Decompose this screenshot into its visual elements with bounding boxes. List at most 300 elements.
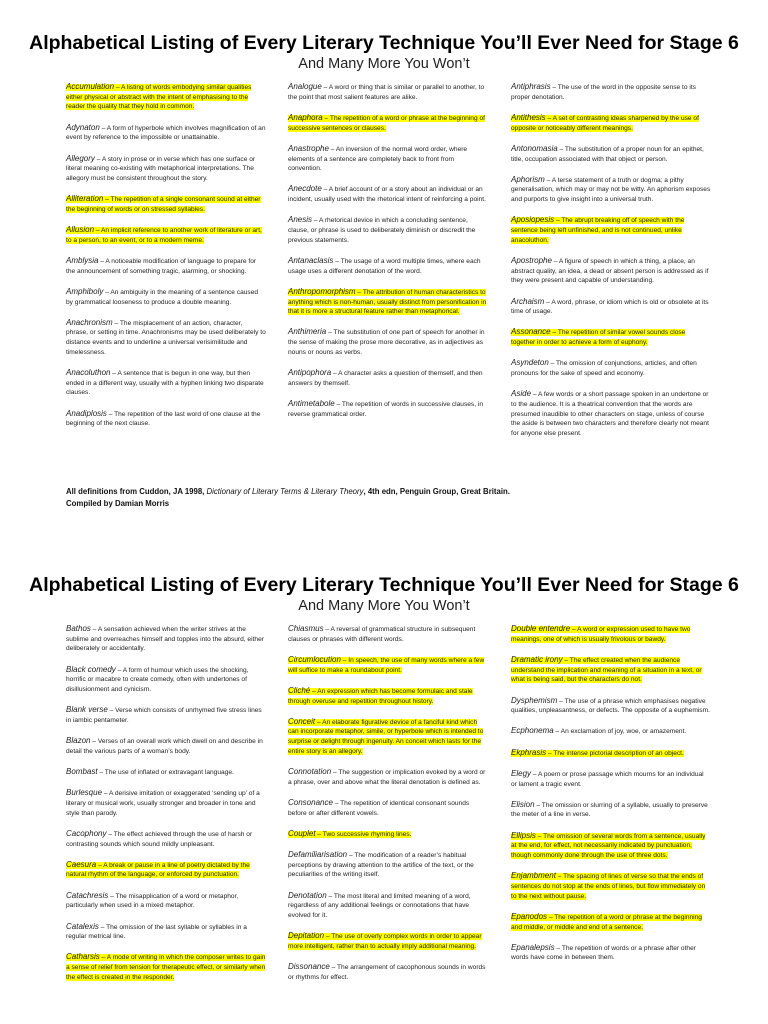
highlighted-text xyxy=(511,626,690,643)
term-entry xyxy=(288,624,488,644)
highlighted-text xyxy=(66,954,265,980)
term-entry xyxy=(511,256,711,286)
term-separator: – xyxy=(97,769,105,777)
term-name: Apostrophe xyxy=(511,255,552,265)
term-entry xyxy=(66,256,266,276)
highlighted-text xyxy=(511,911,702,931)
highlighted-text xyxy=(288,716,484,755)
term-name: Defamiliarisation xyxy=(288,850,348,860)
term-definition: A mode of writing in which the composer writes to gain a sense of relief from tension for therapeutic effect, or similarly when the effect is created in the responder. xyxy=(66,954,266,981)
entry-text xyxy=(511,695,710,715)
term-separator: – xyxy=(550,329,558,337)
page-1 xyxy=(0,32,768,73)
entry-text xyxy=(288,217,475,243)
entry-text xyxy=(66,664,249,694)
term-definition: A word or expression used to have two meanings, one of which is usually frivolous or bawdy. xyxy=(511,626,691,643)
term-separator: – xyxy=(99,124,107,132)
entry-text xyxy=(66,790,260,816)
entry-text xyxy=(511,255,709,285)
term-separator: – xyxy=(562,656,570,664)
term-entry xyxy=(511,624,711,644)
term-definition: The repetition of a single consonant sound at either the beginning of words or on stressed syllables. xyxy=(66,196,261,213)
term-definition: A form of humour which uses the shocking, horrific or macabre to create comedy, often with undertones of disillusionment and cynicism. xyxy=(66,666,249,694)
citation-prefix: All definitions from Cuddon, JA 1998, xyxy=(66,487,207,496)
term-name: Conceit xyxy=(288,716,316,726)
term-entry xyxy=(66,225,266,245)
highlighted-text xyxy=(288,685,473,705)
term-separator: – xyxy=(333,257,341,265)
entry-text xyxy=(66,707,262,724)
term-separator: – xyxy=(550,84,558,91)
term-definition: Two successive rhyming lines. xyxy=(322,830,412,838)
term-separator: – xyxy=(545,114,553,122)
term-name: Cliché xyxy=(288,685,311,695)
term-name: Black comedy xyxy=(66,664,116,674)
term-entry xyxy=(511,726,711,737)
term-separator: – xyxy=(355,288,363,296)
highlighted-text xyxy=(511,329,685,346)
term-separator: – xyxy=(347,852,355,860)
term-entry xyxy=(511,800,711,820)
term-separator: – xyxy=(321,84,329,91)
term-entry xyxy=(511,748,711,759)
term-entry xyxy=(66,922,266,942)
terms-column xyxy=(66,624,266,993)
term-separator: – xyxy=(312,217,319,225)
entry-text xyxy=(511,942,696,962)
term-name: Adynaton xyxy=(66,122,100,132)
term-entry xyxy=(288,850,488,880)
term-entry xyxy=(288,717,488,757)
term-entry xyxy=(288,931,488,951)
term-name: Antimetabole xyxy=(288,398,335,408)
entry-text xyxy=(288,143,468,173)
entry-text xyxy=(511,391,709,437)
term-entry xyxy=(511,871,711,901)
term-entry xyxy=(288,655,488,675)
entry-text xyxy=(288,852,474,878)
term-entry xyxy=(288,113,488,133)
highlighted-text xyxy=(288,654,485,674)
term-entry xyxy=(288,767,488,787)
term-entry xyxy=(288,829,488,840)
term-separator: – xyxy=(103,288,111,296)
term-definition: A terse statement of a truth or dogma; a pithy generalisation, which may or may not be witty. An aphorism exposes and purports to give insight into a universal truth. xyxy=(511,176,711,204)
term-definition: The repetition of a word or phrase at the beginning of successive sentences or clauses. xyxy=(288,114,485,132)
term-name: Amblysia xyxy=(66,255,99,265)
term-separator: – xyxy=(110,370,118,378)
term-entry xyxy=(511,912,711,932)
term-name: Caesura xyxy=(66,859,97,869)
term-name: Alliteration xyxy=(66,194,104,204)
term-entry xyxy=(66,318,266,358)
page-subtitle: And Many More You Won’t xyxy=(298,56,470,72)
term-entry xyxy=(288,144,488,174)
term-separator: – xyxy=(555,873,564,881)
term-entry xyxy=(288,82,488,102)
term-definition: A figure of speech in which a thing, a place, an abstract quality, an idea, a dead or absent person is addressed as if they were present and capable of understanding. xyxy=(511,257,709,285)
term-separator: – xyxy=(310,687,318,695)
term-name: Analogue xyxy=(288,82,322,91)
term-separator: – xyxy=(321,186,329,194)
term-separator: – xyxy=(334,400,342,408)
term-name: Cacophony xyxy=(66,828,107,838)
term-entry xyxy=(66,952,266,982)
term-entry xyxy=(511,175,711,205)
entry-text xyxy=(288,255,481,275)
term-separator: – xyxy=(531,770,538,778)
term-definition: The abrupt breaking off of speech with the sentence being left unfinished, and is not continued, unlike anacoluthon. xyxy=(511,217,685,244)
term-definition: The use of inflated or extravagant language. xyxy=(104,769,234,777)
term-separator: – xyxy=(548,360,557,368)
term-definition: A character asks a question of themself, and then answers by themself. xyxy=(288,370,483,387)
term-separator: – xyxy=(554,944,562,952)
term-entry xyxy=(66,788,266,818)
term-definition: The misapplication of a word or metaphor, particularly when used in a mixed metaphor. xyxy=(66,892,239,910)
term-name: Anesis xyxy=(288,215,313,225)
term-separator: – xyxy=(557,697,565,705)
term-name: Couplet xyxy=(288,828,316,838)
term-definition: The suggestion or implication evoked by a word or a phrase, over and above what the literal denotation is defined as. xyxy=(288,769,486,786)
term-entry xyxy=(66,624,266,654)
term-separator: – xyxy=(547,913,555,921)
term-name: Dramatic irony xyxy=(511,654,563,664)
term-entry xyxy=(511,215,711,245)
term-name: Consonance xyxy=(288,797,333,807)
term-name: Burlesque xyxy=(66,788,103,798)
entry-text xyxy=(511,728,686,735)
term-name: Antonomasia xyxy=(511,143,558,153)
page-title: Alphabetical Listing of Every Literary Technique You’ll Ever Need for Stage 6 xyxy=(29,32,739,54)
term-name: Circumlocution xyxy=(288,654,341,664)
term-name: Anthropomorphism xyxy=(288,286,356,296)
term-definition: The use of overly complex words in order to appear more intelligent, rather than to actually imply additional meaning. xyxy=(288,933,482,950)
term-separator: – xyxy=(322,114,330,122)
term-definition: A word or thing that is similar or parallel to another, to the point that most salient features are alike. xyxy=(288,84,485,101)
entry-text xyxy=(66,286,259,306)
term-name: Denotation xyxy=(288,890,327,900)
term-separator: – xyxy=(557,145,565,153)
term-separator: – xyxy=(315,718,323,726)
entry-text xyxy=(288,890,471,920)
term-separator: – xyxy=(90,626,98,633)
term-definition: The omission of the last syllable or syllables in a regular metrical line. xyxy=(66,923,247,941)
term-definition: A word, phrase, or idiom which is old or obsolete at its time of usage. xyxy=(511,298,709,316)
term-separator: – xyxy=(570,626,578,633)
term-definition: A derisive imitation or exaggerated ‘sending up’ of a literary or musical work, usually stronger and broader in tone and style than parody. xyxy=(66,790,260,817)
term-definition: The intense pictorial description of an object. xyxy=(553,749,684,757)
term-separator: – xyxy=(108,892,116,900)
term-separator: – xyxy=(96,861,104,869)
term-name: Anacoluthon xyxy=(66,368,111,378)
entry-text xyxy=(288,398,484,418)
term-definition: An ambiguity in the meaning of a sentence caused by grammatical looseness to produce a double meaning. xyxy=(66,288,259,306)
term-separator: – xyxy=(106,410,115,418)
highlighted-text xyxy=(288,933,482,950)
term-name: Dissonance xyxy=(288,962,330,972)
term-name: Bombast xyxy=(66,767,98,777)
entry-text xyxy=(511,84,696,101)
term-separator: – xyxy=(328,145,336,153)
term-name: Amphiboly xyxy=(66,286,104,296)
credits xyxy=(66,486,510,510)
term-definition: The modification of a reader’s habitual perceptions by drawing attention to the artifice of the text, or the peculiarities of the writing itself. xyxy=(288,852,474,879)
term-definition: The omission of several words from a sentence, usually at the end, for effect, not necessarily indicated by punctuation, though commonly done through the use of three dots. xyxy=(511,832,706,860)
term-name: Asyndeton xyxy=(511,358,549,368)
term-separator: – xyxy=(94,155,102,163)
term-entry xyxy=(288,891,488,921)
term-entry xyxy=(66,665,266,695)
term-entry xyxy=(66,194,266,214)
term-name: Blazon xyxy=(66,736,91,746)
term-entry xyxy=(511,144,711,164)
term-name: Archaism xyxy=(511,296,545,306)
term-separator: – xyxy=(112,319,120,327)
term-definition: A listing of words embodying similar qualities either physical or abstract with the intent of emphasising to the reader the quality that they hold in common. xyxy=(66,84,252,111)
term-separator: – xyxy=(323,626,331,633)
entry-text xyxy=(288,626,475,643)
entry-text xyxy=(66,317,266,356)
term-entry xyxy=(511,389,711,439)
term-entry xyxy=(511,831,711,861)
highlighted-text xyxy=(511,747,684,757)
term-definition: The spacing of lines of verse so that the ends of sentences do not stop at the ends of lines, but flow immediately on to the next without pause. xyxy=(511,873,706,900)
term-definition: An exclamation of joy, woe, or amazement. xyxy=(560,728,687,736)
term-definition: The omission or slurring of a syllable, usually to preserve the meter of a line in verse. xyxy=(511,801,708,819)
term-separator: – xyxy=(115,666,123,674)
citation-line xyxy=(66,486,510,498)
term-definition: The usage of a word multiple times, where each usage uses a different denotation of the word. xyxy=(288,257,481,275)
entry-text xyxy=(288,769,485,786)
term-name: Anadiplosis xyxy=(66,408,107,418)
term-separator: – xyxy=(331,769,339,777)
entry-text xyxy=(288,329,485,355)
terms-column xyxy=(511,82,711,449)
term-entry xyxy=(288,686,488,706)
highlighted-text xyxy=(511,217,684,243)
term-definition: A sentence that is begun in one way, but then ended in a different way, usually with a hyphen linking two disparate clauses. xyxy=(66,370,264,397)
term-separator: – xyxy=(544,298,552,306)
term-separator: – xyxy=(554,217,562,225)
term-entry xyxy=(66,368,266,398)
term-separator: – xyxy=(326,329,334,337)
term-name: Double entendre xyxy=(511,624,571,633)
term-entry xyxy=(288,184,488,204)
entry-text xyxy=(511,799,708,819)
entry-text xyxy=(511,768,704,788)
term-definition: The omission of conjunctions, articles, and often pronouns for the sake of speed and economy. xyxy=(511,360,697,378)
term-entry xyxy=(511,655,711,685)
term-separator: – xyxy=(340,656,349,664)
highlighted-text xyxy=(288,828,412,838)
entry-text xyxy=(66,626,264,652)
term-separator: – xyxy=(331,370,339,378)
highlighted-text xyxy=(66,84,251,110)
term-entry xyxy=(66,767,266,778)
term-name: Anecdote xyxy=(288,184,322,194)
entry-text xyxy=(511,143,704,163)
term-definition: A poem or prose passage which mourns for an individual or lament a tragic event. xyxy=(511,770,704,788)
term-definition: The repetition of similar vowel sounds close together in order to achieve a form of euphony. xyxy=(511,329,686,347)
term-name: Allegory xyxy=(66,153,95,163)
term-entry xyxy=(511,943,711,963)
term-separator: – xyxy=(544,176,552,184)
term-separator: – xyxy=(329,964,338,972)
term-definition: A set of contrasting ideas sharpened by the use of opposite or noticeably different meanings. xyxy=(511,114,699,132)
term-definition: A rhetorical device in which a concluding sentence, clause, or phrase is used to deliberately diminish or discredit the previous statements. xyxy=(288,217,476,244)
entry-text xyxy=(66,769,234,776)
term-separator: – xyxy=(106,830,114,838)
term-entry xyxy=(288,962,488,982)
term-definition: The repetition of words in successive clauses, in reverse grammatical order. xyxy=(288,400,484,418)
term-definition: The use of a phrase which emphasises negative qualities, unpleasantness, or defects. The opposite of a euphemism. xyxy=(511,697,710,715)
term-separator: – xyxy=(103,196,111,204)
term-entry xyxy=(288,399,488,419)
term-name: Catachresis xyxy=(66,890,109,900)
term-entry xyxy=(288,798,488,818)
term-separator: – xyxy=(546,749,554,757)
term-separator: – xyxy=(107,707,116,715)
term-separator: – xyxy=(114,84,121,91)
term-separator: – xyxy=(551,257,559,265)
term-definition: The repetition of identical consonant sounds before or after different vowels. xyxy=(288,799,470,817)
term-definition: A reversal of grammatical structure in subsequent clauses or phrases with different words. xyxy=(288,626,476,643)
term-entry xyxy=(288,256,488,276)
page-subtitle: And Many More You Won’t xyxy=(298,598,470,614)
term-name: Epanodos xyxy=(511,911,548,921)
term-name: Antithesis xyxy=(511,112,546,122)
citation-suffix: , 4th edn, Penguin Group, Great Britain. xyxy=(363,487,510,496)
term-definition: The most literal and limited meaning of a word, regardless of any additional feelings or connotations that have evolved for it. xyxy=(288,892,471,920)
term-definition: A noticeable modification of language to prepare for the announcement of something tragic, alarming, or shocking. xyxy=(66,257,257,275)
term-separator: – xyxy=(98,923,107,931)
page-title: Alphabetical Listing of Every Literary Technique You’ll Ever Need for Stage 6 xyxy=(29,574,739,596)
term-entry xyxy=(511,358,711,378)
term-separator: – xyxy=(98,257,106,265)
term-definition: A break or pause in a line of poetry dictated by the natural rhythm of the language, or enforced by punctuation. xyxy=(66,861,250,879)
term-definition: The effect created when the audience understand the implication and meaning of a situation in a text, or what is being said, but the characters do not. xyxy=(511,656,702,684)
term-name: Ellipsis xyxy=(511,830,536,840)
entry-text xyxy=(66,255,257,275)
term-definition: Verses of an overall work which dwell on and describe in detail the various parts of a woman’s body. xyxy=(66,738,263,755)
term-definition: The use of the word in the opposite sense to its proper denotation. xyxy=(511,84,696,101)
term-entry xyxy=(288,327,488,357)
entry-text xyxy=(66,122,266,142)
terms-column xyxy=(288,82,488,430)
term-definition: The effect achieved through the use of harsh or contrasting sounds which sound mildly unpleasant. xyxy=(66,830,253,848)
term-separator: – xyxy=(326,892,334,900)
term-entry xyxy=(511,769,711,789)
term-definition: A sensation achieved when the writer strives at the sublime and overreaches himself and topples into the absurd, either deliberately or accidentally. xyxy=(66,626,264,653)
entry-text xyxy=(511,360,697,377)
term-entry xyxy=(66,705,266,725)
term-name: Antanaclasis xyxy=(288,255,334,265)
term-separator: – xyxy=(531,391,538,399)
term-separator: – xyxy=(102,790,109,798)
term-name: Aphorism xyxy=(511,174,545,184)
term-name: Blank verse xyxy=(66,705,108,715)
term-name: Allusion xyxy=(66,225,95,235)
term-name: Ecphonema xyxy=(511,726,554,736)
term-separator: – xyxy=(534,801,542,809)
entry-text xyxy=(66,738,263,755)
entry-text xyxy=(66,153,256,182)
entry-text xyxy=(511,174,711,204)
term-entry xyxy=(288,368,488,388)
term-name: Antiphrasis xyxy=(511,82,551,91)
term-separator: – xyxy=(332,799,341,807)
highlighted-text xyxy=(66,859,250,879)
term-name: Accumulation xyxy=(66,82,115,91)
term-definition: An inversion of the normal word order, where elements of a sentence are completely back to front from convention. xyxy=(288,145,468,173)
term-entry xyxy=(288,215,488,245)
term-definition: An implicit reference to another work of literature or art, to a person, to an event, or to a modern meme. xyxy=(66,227,262,244)
entry-text xyxy=(288,370,483,387)
entry-text xyxy=(66,890,239,910)
term-separator: – xyxy=(99,954,107,962)
term-entry xyxy=(66,82,266,112)
term-name: Anaphora xyxy=(288,112,323,122)
entry-text xyxy=(66,828,253,848)
entry-text xyxy=(66,370,264,396)
term-entry xyxy=(511,696,711,716)
page-2 xyxy=(0,574,768,615)
term-definition: An expression which has become formulaic and stale through overuse and repetition throughout history. xyxy=(288,687,473,705)
term-name: Bathos xyxy=(66,624,91,633)
term-name: Anastrophe xyxy=(288,143,329,153)
term-definition: Verse which consists of unrhymed five stress lines in iambic pentameter. xyxy=(66,707,262,724)
term-name: Catalexis xyxy=(66,921,99,931)
term-entry xyxy=(511,297,711,317)
term-name: Assonance xyxy=(511,327,551,337)
term-entry xyxy=(66,287,266,307)
term-name: Chiasmus xyxy=(288,624,324,633)
term-entry xyxy=(66,123,266,143)
entry-text xyxy=(288,186,486,203)
entry-text xyxy=(288,797,470,817)
term-separator: – xyxy=(315,830,323,838)
term-definition: A form of hyperbole which involves magnification of an event by reference to the impossible or unattainable. xyxy=(66,124,266,142)
term-definition: A brief account of or a story about an individual or an incident, usually used with the rhetorical intent of reinforcing a point. xyxy=(288,186,486,204)
term-entry xyxy=(288,287,488,317)
term-name: Enjambment xyxy=(511,871,556,881)
highlighted-text xyxy=(66,196,261,213)
term-name: Catharsis xyxy=(66,952,100,962)
highlighted-text xyxy=(511,112,699,132)
term-definition: The repetition of words or a phrase after other words have come in between them. xyxy=(511,944,696,962)
term-entry xyxy=(511,327,711,347)
term-name: Elision xyxy=(511,799,535,809)
terms-column xyxy=(288,624,488,993)
term-definition: The misplacement of an action, character, phrase, or setting in time. Anachronisms may be used deliberately to distance events and to underline a universal verisimilitude and timelessness. xyxy=(66,319,266,356)
term-entry xyxy=(66,154,266,184)
term-name: Ekphrasis xyxy=(511,747,547,757)
entry-text xyxy=(511,296,709,316)
term-entry xyxy=(511,82,711,102)
entry-text xyxy=(288,964,485,981)
term-name: Aside xyxy=(511,389,532,399)
term-definition: The repetition of a word or phrase at the beginning and middle, or middle and end of a sentence. xyxy=(511,913,702,931)
terms-column xyxy=(511,624,711,974)
term-name: Aposiopesis xyxy=(511,215,555,225)
term-entry xyxy=(66,891,266,911)
highlighted-text xyxy=(511,873,705,899)
highlighted-text xyxy=(288,286,487,316)
term-name: Dysphemism xyxy=(511,695,558,705)
term-name: Elegy xyxy=(511,768,532,778)
term-name: Anthimeria xyxy=(288,327,327,337)
term-entry xyxy=(66,860,266,880)
